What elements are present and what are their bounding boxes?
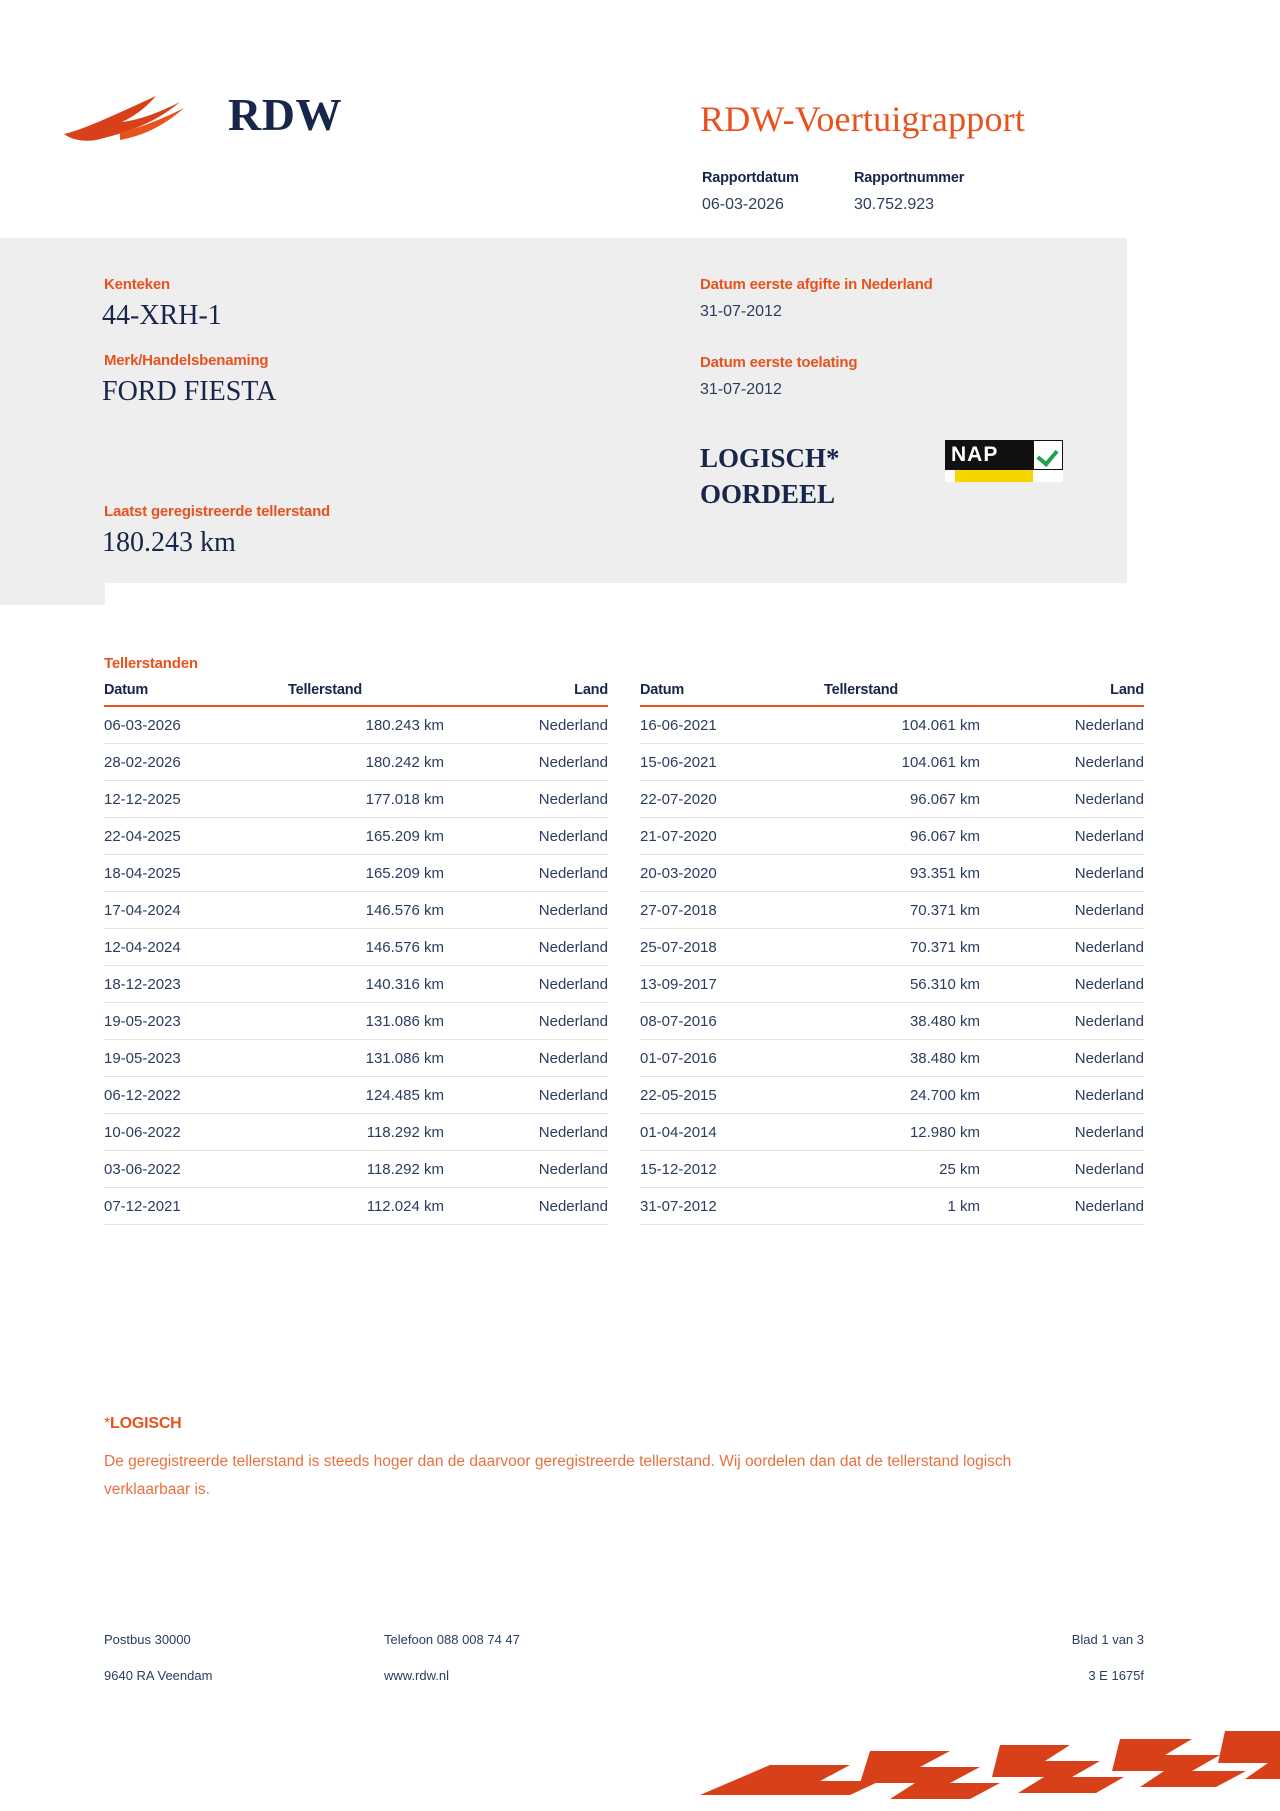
page-title: RDW-Voertuigrapport — [700, 99, 1026, 139]
cell-datum: 12-12-2025 — [104, 781, 234, 818]
cell-land: Nederland — [478, 929, 608, 966]
cell-land: Nederland — [1014, 1077, 1144, 1114]
cell-datum: 10-06-2022 — [104, 1114, 234, 1151]
cell-datum: 21-07-2020 — [640, 818, 770, 855]
cell-datum: 25-07-2018 — [640, 929, 770, 966]
check-icon — [1033, 440, 1063, 470]
cell-land: Nederland — [478, 1188, 608, 1225]
table-row — [640, 744, 1144, 781]
cell-tellerstand: 38.480 km — [770, 1003, 1014, 1040]
table-row — [640, 892, 1144, 929]
cell-tellerstand: 146.576 km — [234, 929, 478, 966]
cell-datum: 22-04-2025 — [104, 818, 234, 855]
cell-datum: 13-09-2017 — [640, 966, 770, 1003]
cell-datum: 01-07-2016 — [640, 1040, 770, 1077]
nap-letters-text: NAP — [951, 443, 999, 466]
kenteken-value: 44-XRH-1 — [102, 300, 222, 331]
cell-land: Nederland — [1014, 966, 1144, 1003]
table-row — [640, 1040, 1144, 1077]
footer-form-code: 3 E 1675f — [1088, 1668, 1144, 1683]
column-header-datum: Datum — [104, 682, 234, 706]
cell-tellerstand: 25 km — [770, 1151, 1014, 1188]
cell-land: Nederland — [1014, 1003, 1144, 1040]
table-row — [640, 1077, 1144, 1114]
cell-tellerstand: 38.480 km — [770, 1040, 1014, 1077]
cell-tellerstand: 118.292 km — [234, 1151, 478, 1188]
cell-tellerstand: 165.209 km — [234, 855, 478, 892]
table-row — [640, 855, 1144, 892]
table-row — [104, 855, 608, 892]
table-row — [104, 929, 608, 966]
cell-datum: 16-06-2021 — [640, 706, 770, 744]
cell-land: Nederland — [478, 966, 608, 1003]
cell-datum: 07-12-2021 — [104, 1188, 234, 1225]
report-date-label: Rapportdatum — [702, 170, 799, 186]
footer-website: www.rdw.nl — [384, 1668, 450, 1683]
eerste-afgifte-value: 31-07-2012 — [700, 303, 782, 320]
verdict-line-1: LOGISCH* — [700, 443, 840, 473]
cell-tellerstand: 124.485 km — [234, 1077, 478, 1114]
cell-datum: 06-12-2022 — [104, 1077, 234, 1114]
table-row — [640, 1114, 1144, 1151]
cell-land: Nederland — [1014, 892, 1144, 929]
cell-datum: 15-06-2021 — [640, 744, 770, 781]
cell-land: Nederland — [478, 818, 608, 855]
cell-land: Nederland — [1014, 1040, 1144, 1077]
table-row — [640, 706, 1144, 744]
cell-land: Nederland — [478, 1151, 608, 1188]
verdict-line-2: OORDEEL — [700, 479, 836, 510]
table-row — [640, 929, 1144, 966]
cell-datum: 20-03-2020 — [640, 855, 770, 892]
vehicle-summary-panel — [0, 238, 1127, 583]
eerste-toelating-label: Datum eerste toelating — [700, 354, 858, 371]
cell-datum: 27-07-2018 — [640, 892, 770, 929]
cell-land: Nederland — [1014, 1114, 1144, 1151]
column-header-datum: Datum — [640, 682, 770, 706]
cell-tellerstand: 177.018 km — [234, 781, 478, 818]
footnote-title — [104, 1415, 182, 1433]
footer-address-line-2: 9640 RA Veendam — [104, 1668, 213, 1683]
cell-land: Nederland — [1014, 706, 1144, 744]
table-row — [640, 1151, 1144, 1188]
merk-value: FORD FIESTA — [102, 376, 277, 407]
cell-land: Nederland — [478, 744, 608, 781]
tellerstanden-title: Tellerstanden — [104, 655, 198, 672]
cell-datum: 18-04-2025 — [104, 855, 234, 892]
cell-land: Nederland — [1014, 818, 1144, 855]
report-meta — [702, 170, 1182, 214]
table-row — [104, 706, 608, 744]
document-header — [0, 40, 1280, 213]
table-row — [104, 744, 608, 781]
cell-land: Nederland — [478, 892, 608, 929]
table-header-row — [104, 682, 608, 706]
tellerstanden-table-left — [104, 682, 608, 1225]
cell-tellerstand: 70.371 km — [770, 929, 1014, 966]
report-number-block — [854, 170, 1006, 214]
table-row — [640, 781, 1144, 818]
cell-tellerstand: 96.067 km — [770, 781, 1014, 818]
column-header-tellerstand: Tellerstand — [234, 682, 478, 706]
merk-label: Merk/Handelsbenaming — [104, 352, 269, 369]
cell-tellerstand: 24.700 km — [770, 1077, 1014, 1114]
footer-address-line-1: Postbus 30000 — [104, 1632, 191, 1647]
table-row — [104, 1188, 608, 1225]
table-row — [640, 1003, 1144, 1040]
eerste-afgifte-label: Datum eerste afgifte in Nederland — [700, 276, 933, 293]
cell-datum: 01-04-2014 — [640, 1114, 770, 1151]
laatste-tellerstand-label: Laatst geregistreerde tellerstand — [104, 503, 330, 520]
cell-tellerstand: 56.310 km — [770, 966, 1014, 1003]
footnote-body: De geregistreerde tellerstand is steeds hoger dan de daarvoor geregistreerde tellerstand. Wij oordelen dan dat de tellerstand logisch verklaarbaar is. — [104, 1453, 1012, 1498]
rdw-wordmark: RDW — [228, 89, 342, 140]
cell-tellerstand: 104.061 km — [770, 706, 1014, 744]
table-row — [104, 1003, 608, 1040]
report-number-value: 30.752.923 — [854, 196, 935, 213]
column-header-land: Land — [478, 682, 608, 706]
cell-land: Nederland — [478, 706, 608, 744]
cell-tellerstand: 112.024 km — [234, 1188, 478, 1225]
cell-tellerstand: 12.980 km — [770, 1114, 1014, 1151]
cell-tellerstand: 96.067 km — [770, 818, 1014, 855]
cell-datum: 19-05-2023 — [104, 1040, 234, 1077]
table-row — [104, 818, 608, 855]
report-number-label: Rapportnummer — [854, 170, 965, 186]
footnote-title-text: LOGISCH — [110, 1415, 182, 1432]
cell-tellerstand: 140.316 km — [234, 966, 478, 1003]
table-header-row — [640, 682, 1144, 706]
cell-datum: 12-04-2024 — [104, 929, 234, 966]
cell-tellerstand: 118.292 km — [234, 1114, 478, 1151]
laatste-tellerstand-value: 180.243 km — [102, 527, 236, 558]
cell-land: Nederland — [1014, 781, 1144, 818]
table-row — [104, 892, 608, 929]
cell-tellerstand: 180.242 km — [234, 744, 478, 781]
table-row — [640, 966, 1144, 1003]
footer-page-info: Blad 1 van 3 — [1071, 1632, 1144, 1647]
column-header-land: Land — [1014, 682, 1144, 706]
eerste-toelating-value: 31-07-2012 — [700, 381, 782, 398]
table-row — [640, 1188, 1144, 1225]
table-row — [104, 966, 608, 1003]
table-row — [104, 1040, 608, 1077]
cell-datum: 31-07-2012 — [640, 1188, 770, 1225]
cell-datum: 15-12-2012 — [640, 1151, 770, 1188]
rdw-swoosh-logo-icon — [60, 88, 200, 148]
footnote-star: * — [104, 1415, 111, 1432]
cell-datum: 06-03-2026 — [104, 706, 234, 744]
cell-land: Nederland — [1014, 744, 1144, 781]
tellerstanden-table-right — [640, 682, 1144, 1225]
table-row — [104, 1114, 608, 1151]
cell-datum: 22-05-2015 — [640, 1077, 770, 1114]
cell-tellerstand: 146.576 km — [234, 892, 478, 929]
document-footer — [104, 1632, 1144, 1704]
cell-tellerstand: 70.371 km — [770, 892, 1014, 929]
report-date-value: 06-03-2026 — [702, 196, 784, 213]
cell-land: Nederland — [1014, 1188, 1144, 1225]
kenteken-label: Kenteken — [104, 276, 170, 293]
tellerstanden-tables — [104, 682, 1144, 1225]
footer-phone: Telefoon 088 008 74 47 — [384, 1632, 520, 1647]
panel-notch-triangle — [0, 583, 40, 605]
cell-datum: 03-06-2022 — [104, 1151, 234, 1188]
cell-tellerstand: 131.086 km — [234, 1040, 478, 1077]
column-header-tellerstand: Tellerstand — [770, 682, 1014, 706]
verdict-block — [700, 440, 840, 513]
cell-tellerstand: 104.061 km — [770, 744, 1014, 781]
cell-land: Nederland — [478, 1003, 608, 1040]
table-row — [104, 781, 608, 818]
report-date-block — [702, 170, 854, 214]
cell-land: Nederland — [478, 1040, 608, 1077]
cell-land: Nederland — [478, 1077, 608, 1114]
cell-land: Nederland — [478, 1114, 608, 1151]
cell-datum: 08-07-2016 — [640, 1003, 770, 1040]
cell-land: Nederland — [478, 855, 608, 892]
cell-land: Nederland — [1014, 855, 1144, 892]
nap-yellow-bar — [955, 470, 1033, 482]
cell-tellerstand: 165.209 km — [234, 818, 478, 855]
cell-datum: 17-04-2024 — [104, 892, 234, 929]
cell-land: Nederland — [1014, 929, 1144, 966]
cell-datum: 19-05-2023 — [104, 1003, 234, 1040]
cell-datum: 18-12-2023 — [104, 966, 234, 1003]
table-row — [104, 1151, 608, 1188]
cell-tellerstand: 1 km — [770, 1188, 1014, 1225]
cell-tellerstand: 180.243 km — [234, 706, 478, 744]
cell-tellerstand: 131.086 km — [234, 1003, 478, 1040]
cell-land: Nederland — [478, 781, 608, 818]
cell-datum: 22-07-2020 — [640, 781, 770, 818]
table-row — [640, 818, 1144, 855]
nap-checkmark-logo-icon — [945, 440, 1063, 482]
table-row — [104, 1077, 608, 1114]
rdw-bottom-graphic-icon — [700, 1721, 1280, 1811]
cell-datum: 28-02-2026 — [104, 744, 234, 781]
cell-tellerstand: 93.351 km — [770, 855, 1014, 892]
cell-land: Nederland — [1014, 1151, 1144, 1188]
